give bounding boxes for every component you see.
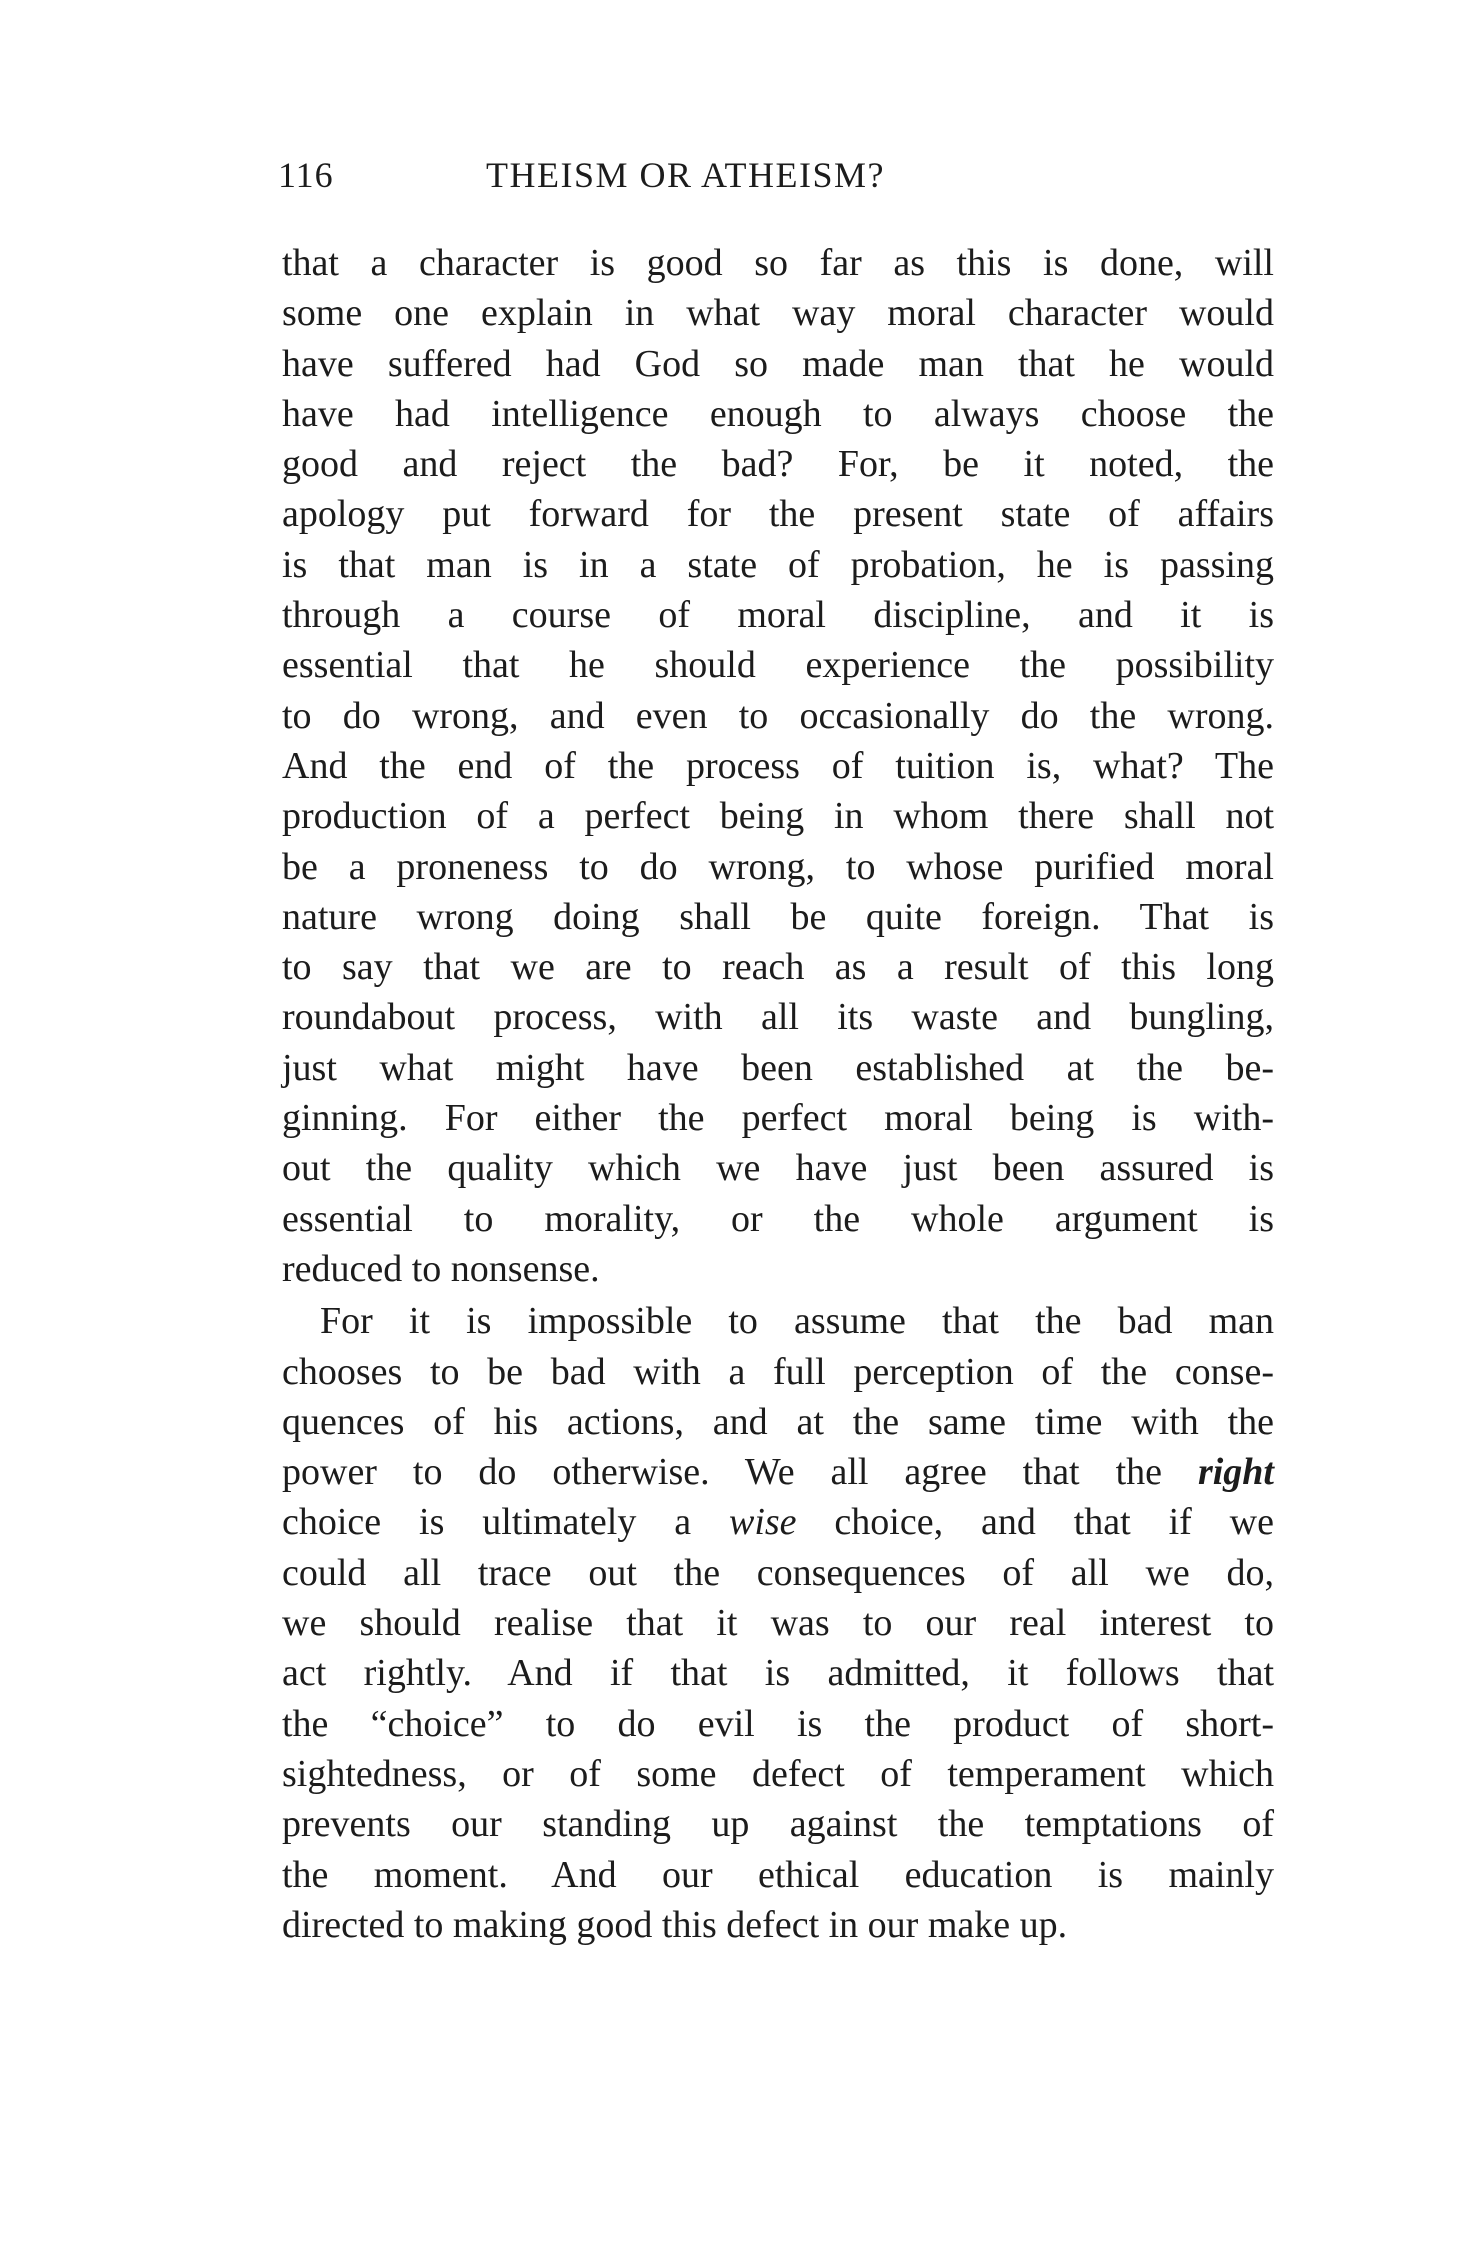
text-line: could all trace out the consequences of all we do, (282, 1551, 1274, 1594)
text-line: sightedness, or of some defect of temperament which (282, 1752, 1274, 1795)
paragraph-2 (282, 1296, 1274, 1950)
text-line: is that man is in a state of probation, he is passing (282, 543, 1274, 586)
text-line: directed to making good this defect in our make up. (282, 1903, 1068, 1946)
text-line: have had intelligence enough to always choose the (282, 392, 1274, 435)
text-line-with-emphasis (282, 1497, 1274, 1547)
text-line: roundabout process, with all its waste and bungling, (282, 996, 1274, 1039)
text-line: some one explain in what way moral character would (282, 292, 1274, 335)
paragraph-1 (282, 238, 1274, 1294)
body-text (282, 238, 1274, 1950)
emphasized-word: right (1197, 1451, 1274, 1494)
text-line: production of a perfect being in whom there shall not (282, 795, 1274, 838)
text-line: that a character is good so far as this is done, will (282, 242, 1274, 284)
text-line-with-emphasis (282, 1447, 1274, 1497)
text-line: have suffered had God so made man that he would (282, 342, 1274, 385)
text-line: the “choice” to do evil is the product of short- (282, 1702, 1274, 1745)
text-line: to do wrong, and even to occasionally do the wrong. (282, 694, 1274, 737)
text-line: good and reject the bad? For, be it noted, the (282, 443, 1274, 486)
text-line: just what might have been established at the be- (282, 1046, 1274, 1089)
page-number: 116 (278, 155, 334, 195)
text-line: reduced to nonsense. (282, 1247, 600, 1290)
text-run: power to do otherwise. We all agree that the (282, 1451, 1198, 1494)
running-head (278, 150, 1272, 200)
text-line: ginning. For either the perfect moral being is with- (282, 1097, 1274, 1140)
text-line: chooses to be bad with a full perception of the conse- (282, 1350, 1274, 1393)
running-title: THEISM OR ATHEISM? (486, 155, 886, 195)
text-line: For it is impossible to assume that the bad man (320, 1300, 1274, 1343)
text-line: nature wrong doing shall be quite foreign. That is (282, 895, 1274, 938)
text-line: through a course of moral discipline, and it is (282, 594, 1274, 637)
text-line: prevents our standing up against the temptations of (282, 1803, 1274, 1846)
text-line: we should realise that it was to our real interest to (282, 1602, 1274, 1645)
text-line: And the end of the process of tuition is, what? The (282, 744, 1274, 787)
text-line: out the quality which we have just been assured is (282, 1147, 1274, 1190)
text-line: apology put forward for the present state of affairs (282, 493, 1274, 536)
text-run: choice, and that if we (796, 1501, 1274, 1544)
text-line: quences of his actions, and at the same time with the (282, 1400, 1274, 1443)
emphasized-word: wise (728, 1501, 797, 1544)
text-line: be a proneness to do wrong, to whose purified moral (282, 845, 1274, 888)
text-line: the moment. And our ethical education is mainly (282, 1853, 1274, 1896)
text-line: essential that he should experience the possibility (282, 644, 1274, 687)
text-line: act rightly. And if that is admitted, it follows that (282, 1652, 1274, 1695)
text-line: essential to morality, or the whole argument is (282, 1197, 1274, 1240)
text-run: choice is ultimately a (282, 1501, 729, 1544)
text-line: to say that we are to reach as a result of this long (282, 946, 1274, 989)
